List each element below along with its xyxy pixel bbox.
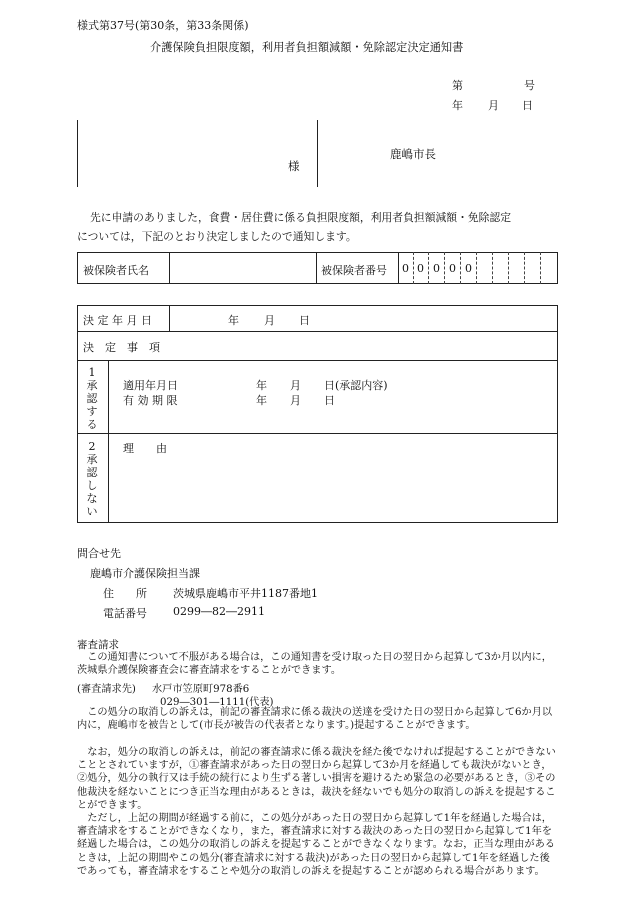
decision-date-day: 日 — [299, 314, 310, 327]
digit-sep — [413, 252, 414, 284]
form-number: 様式第37号(第30条，第33条関係) — [77, 19, 249, 32]
decision-date-year: 年 — [228, 314, 239, 327]
contact-address-label: 住 所 — [103, 587, 147, 600]
digit-sep — [428, 252, 429, 284]
intro-line-1: 先に申請のありました，食費・居住費に係る負担限度額，利用者負担額減額・免除認定 — [90, 211, 512, 224]
insured-name-label: 被保険者氏名 — [83, 264, 149, 277]
approve-char: 1 — [88, 366, 96, 379]
digit-sep — [460, 252, 461, 284]
digit-sep — [508, 252, 509, 284]
insured-digit: 0 — [449, 262, 456, 275]
decision-hline-3 — [77, 433, 558, 434]
valid-day: 日 — [324, 394, 335, 407]
decision-items-label: 決 定 事 項 — [83, 341, 160, 354]
contact-address-value: 茨城県鹿嶋市平井1187番地1 — [173, 587, 318, 600]
insured-digit: 0 — [465, 262, 472, 275]
insured-divider-3 — [398, 252, 399, 284]
deny-char: 承 — [86, 453, 98, 466]
valid-year: 年 — [256, 394, 267, 407]
review-destination-tel: 029―301―1111(代表) — [160, 697, 274, 708]
insured-divider-2 — [316, 252, 317, 284]
decision-table — [77, 305, 558, 523]
review-heading: 審査請求 — [77, 639, 119, 651]
contact-tel-value: 0299―82―2911 — [173, 605, 265, 618]
deny-char: 認 — [86, 466, 98, 479]
contact-heading: 問合せ先 — [77, 547, 121, 560]
review-paragraph-2: この処分の取消しの訴えは，前記の審査請求に係る裁決の送達を受けた日の翌日から起算して6か月以内に，鹿嶋市を被告として(市長が被告の代表者となります。)提起することができます。 — [77, 707, 553, 732]
doc-no-suffix: 号 — [524, 79, 535, 92]
doc-no-prefix: 第 — [452, 79, 463, 92]
decision-date-label: 決 定 年 月 日 — [83, 314, 152, 327]
address-right-bracket — [317, 120, 318, 187]
insured-digit: 0 — [433, 262, 440, 275]
insured-divider-1 — [169, 252, 170, 284]
contact-department: 鹿嶋市介護保険担当課 — [90, 567, 200, 580]
digit-sep — [540, 252, 541, 284]
deny-char: な — [86, 492, 98, 505]
contact-tel-label: 電話番号 — [103, 607, 147, 620]
insured-number-label: 被保険者番号 — [321, 264, 387, 277]
issuer-name: 鹿嶋市長 — [390, 147, 436, 161]
approve-char: す — [86, 405, 98, 418]
decision-date-month: 月 — [264, 314, 275, 327]
deny-char: い — [86, 505, 98, 518]
digit-sep — [476, 252, 477, 284]
deny-char: し — [86, 479, 98, 492]
review-destination-address: 水戸市笠原町978番6 — [152, 684, 250, 695]
decision-left-column — [108, 360, 109, 523]
insured-digit: 0 — [402, 262, 409, 275]
review-paragraph-3: なお，処分の取消しの訴えは，前記の審査請求に係る裁決を経た後でなければ提起することができないこととされていますが，①審査請求があった日の翌日から起算して3か月を経過しても裁決がないとき，②処分，処分の執行又は手続の続行により生ずる著しい損害を避けるため緊急の必要があるとき，③その他裁決を経ないことにつき正当な理由があるときは，裁決を経ないでも処分の取消しの訴えを提起することができます。 — [77, 747, 556, 811]
apply-year: 年 — [256, 379, 267, 392]
digit-sep — [444, 252, 445, 284]
apply-month: 月 — [290, 379, 301, 392]
approve-char: 承 — [86, 379, 98, 392]
address-left-bracket — [77, 120, 78, 187]
review-paragraph-4: ただし，上記の期間が経過する前に，この処分があった日の翌日から起算して1年を経過した場合は，審査請求をすることができなくなり，また，審査請求に対する裁決のあった日の翌日から起算して1年を経過した場合は，この処分の取消しの訴えを提起することができなくなります。なお，正当な理由があるときは，上記の期間やこの処分(審査請求に対する裁決)があった日の翌日から起算して1年を経過した後であっても，審査請求をすることや処分の取消しの訴えを提起することが認められる場合があります。 — [77, 813, 555, 877]
review-paragraph-1: この通知書について不服がある場合は，この通知書を受け取った日の翌日から起算して3か月以内に，茨城県介護保険審査会に審査請求をすることができます。 — [77, 652, 552, 677]
apply-date-label: 適用年月日 — [123, 379, 178, 392]
decision-hline-1 — [77, 331, 558, 332]
intro-line-2: については，下記のとおり決定しましたので通知します。 — [77, 230, 357, 243]
insured-digit: 0 — [417, 262, 424, 275]
addressee-sama: 様 — [288, 159, 300, 173]
insured-table — [77, 252, 558, 284]
date-day: 日 — [522, 99, 533, 112]
approve-char: る — [86, 418, 98, 431]
digit-sep — [492, 252, 493, 284]
decision-hline-2 — [77, 360, 558, 361]
decision-date-divider — [169, 305, 170, 331]
approve-char: 認 — [86, 392, 98, 405]
date-month: 月 — [488, 99, 499, 112]
apply-day: 日(承認内容) — [324, 379, 388, 392]
reason-label: 理 由 — [123, 442, 167, 455]
review-destination-label: (審査請求先) — [77, 684, 136, 695]
document-title: 介護保険負担限度額，利用者負担額減額・免除認定決定通知書 — [150, 41, 464, 54]
valid-period-label: 有 効 期 限 — [123, 394, 178, 407]
date-year: 年 — [452, 99, 463, 112]
deny-char: 2 — [88, 440, 96, 453]
digit-sep — [524, 252, 525, 284]
valid-month: 月 — [290, 394, 301, 407]
